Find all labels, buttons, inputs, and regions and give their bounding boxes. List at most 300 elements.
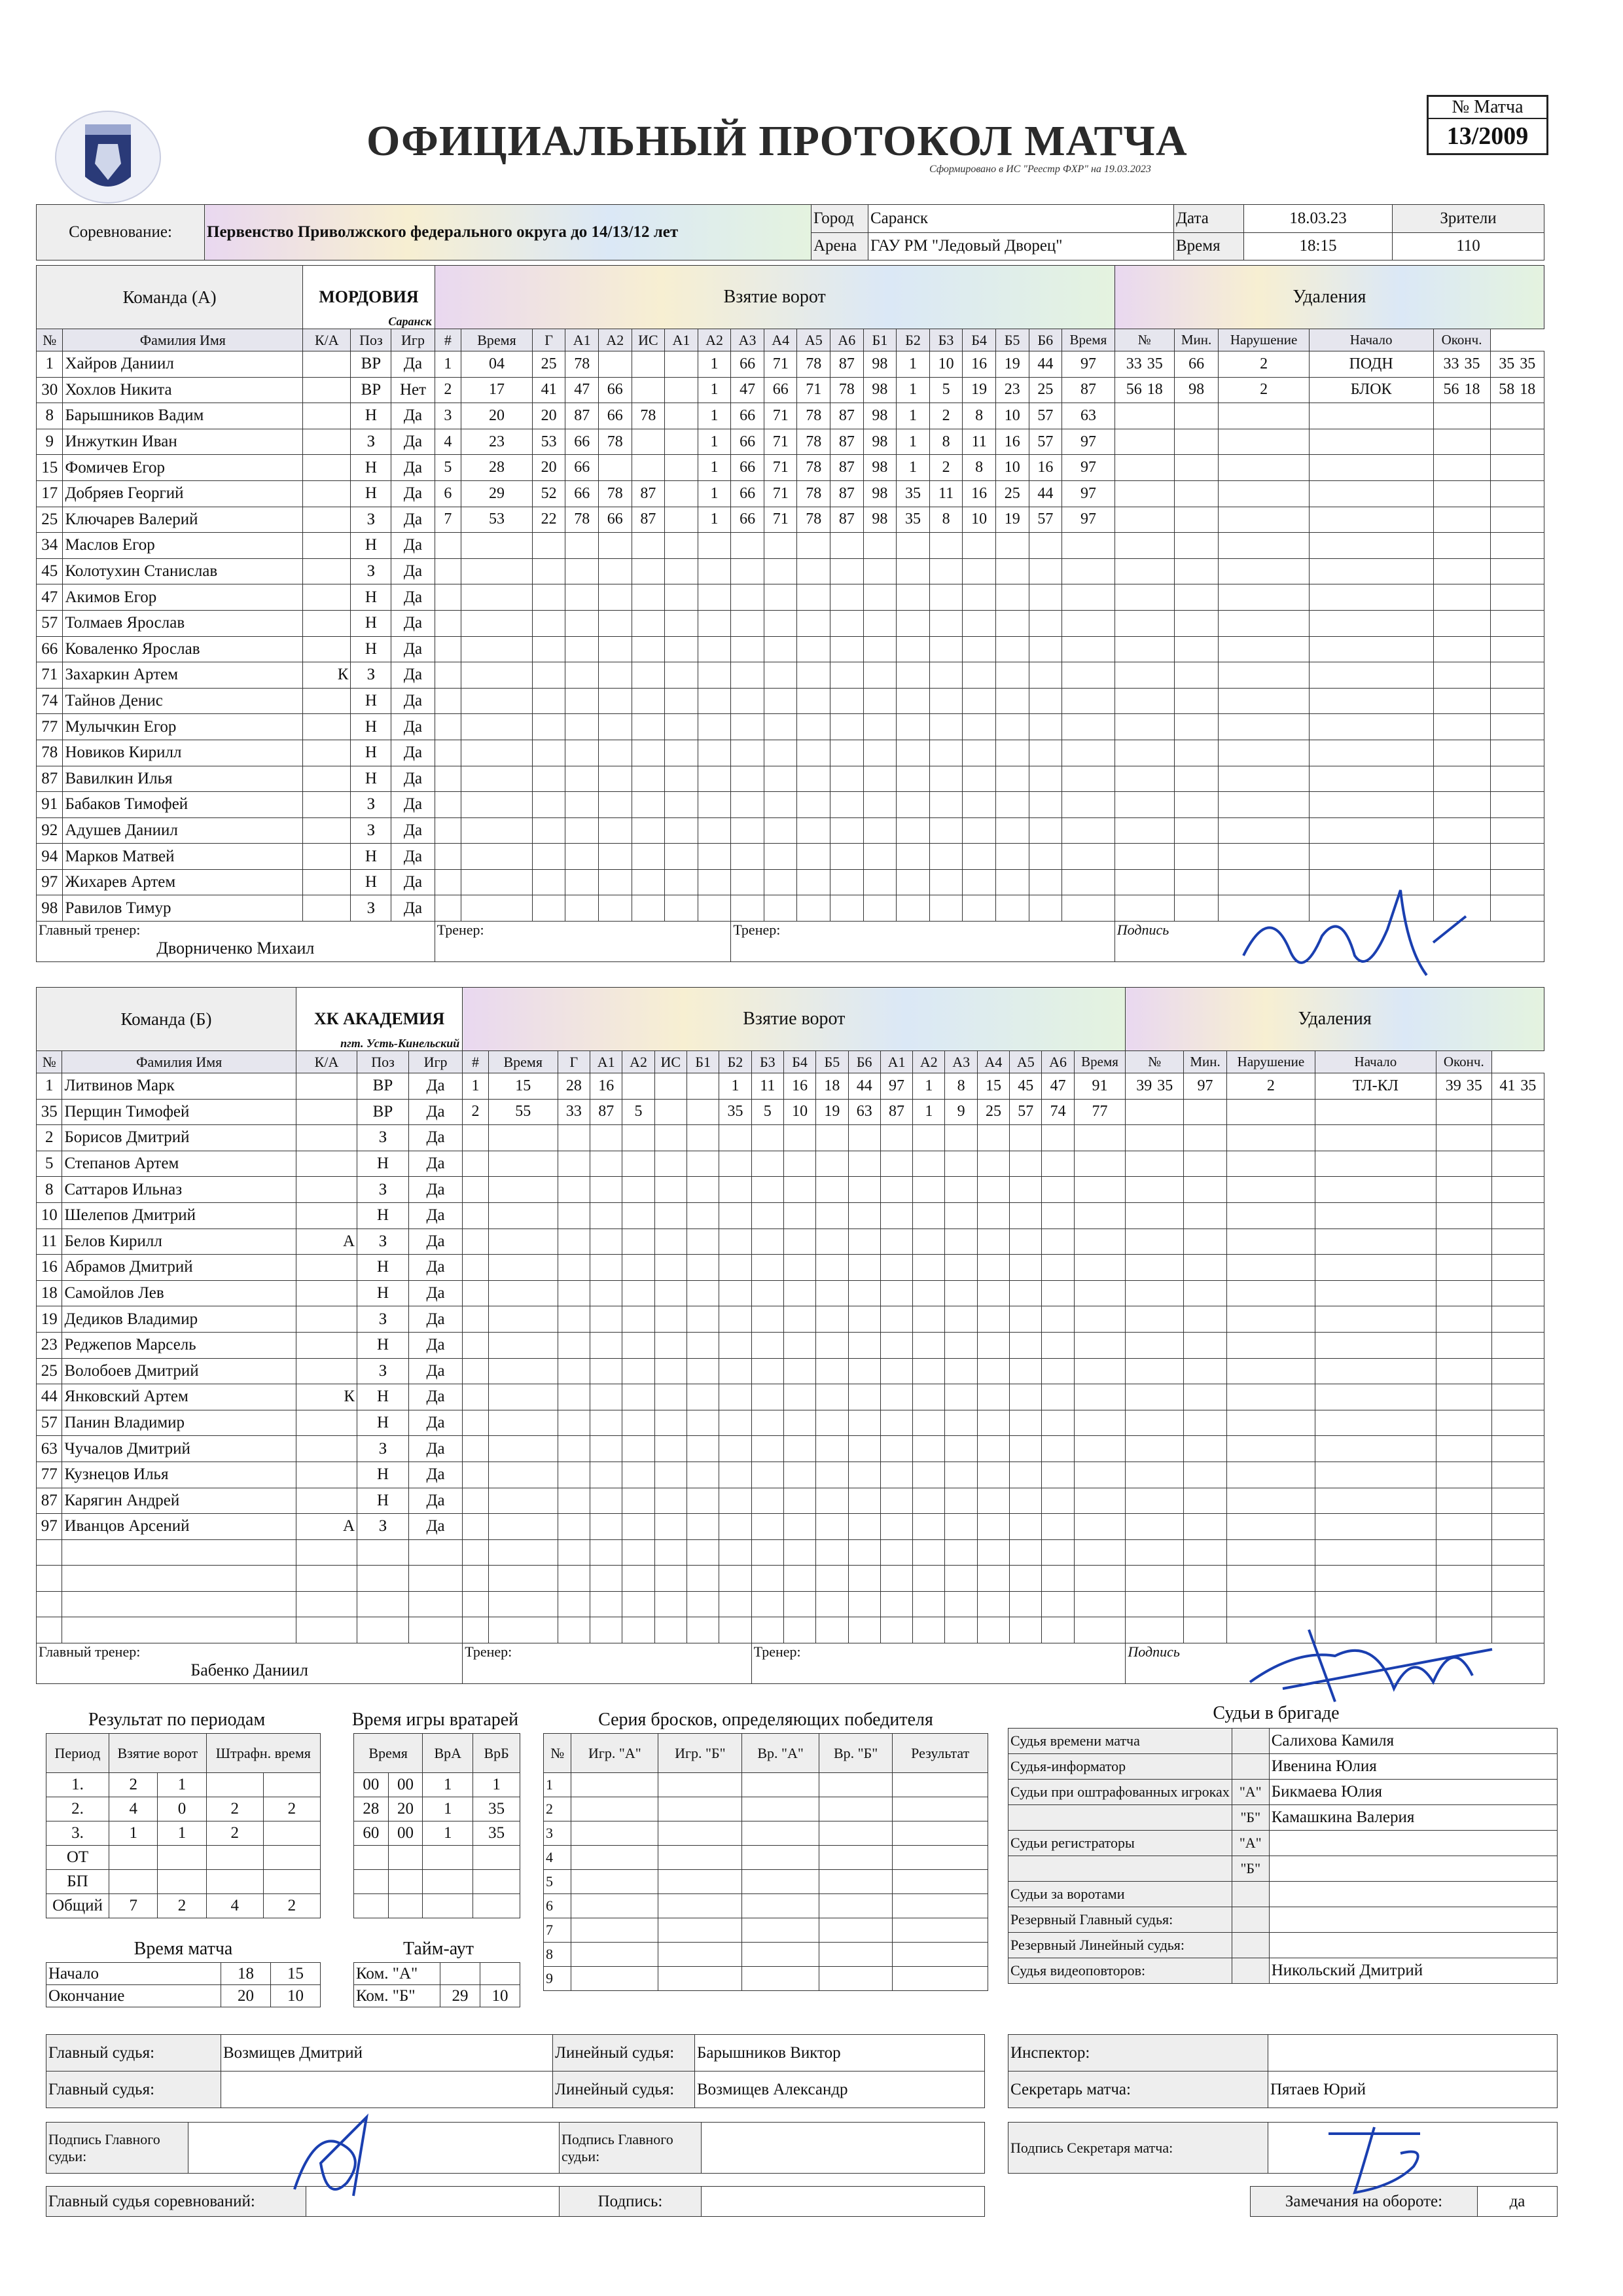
player-number: 17 [37, 480, 63, 507]
goal-cell [963, 533, 996, 559]
teamB-row [37, 1384, 1544, 1410]
teamA-goals-head: Взятие ворот [435, 266, 1115, 329]
gk-h-a: ВрА [423, 1734, 473, 1773]
goal-cell [1042, 1332, 1074, 1358]
penalty-cell [1490, 610, 1544, 636]
goal-cell [665, 558, 698, 584]
goal-cell [1010, 1566, 1042, 1592]
goal-cell [783, 1255, 815, 1281]
player-role [296, 1280, 357, 1306]
goal-cell [590, 1539, 622, 1566]
shootout-cell [893, 1773, 988, 1797]
teamB-h-pno: № [1126, 1051, 1184, 1073]
goal-cell [622, 1177, 654, 1203]
goal-cell [1029, 714, 1062, 740]
goal-cell [654, 1514, 687, 1540]
goal-cell [863, 895, 897, 922]
penalty-cell [1490, 714, 1544, 740]
player-plays: Да [391, 584, 435, 611]
goal-cell [1074, 1229, 1126, 1255]
goal-cell [719, 1306, 751, 1333]
player-plays: Да [408, 1514, 462, 1540]
goal-cell: 5 [435, 455, 461, 481]
goal-cell [764, 766, 797, 792]
goal-cell [565, 558, 599, 584]
teamB-row [37, 1566, 1544, 1592]
goal-cell [731, 558, 764, 584]
goal-cell [565, 662, 599, 689]
player-position: З [351, 429, 391, 455]
goal-cell [848, 1229, 880, 1255]
goal-cell: 1 [719, 1073, 751, 1100]
match-number-box [1427, 95, 1548, 155]
goal-cell [435, 844, 461, 870]
goal-cell [599, 610, 632, 636]
shootout-cell [742, 1797, 819, 1821]
goal-cell [816, 1462, 848, 1488]
goal-cell [945, 1436, 977, 1462]
goal-cell [897, 558, 930, 584]
goal-cell [463, 1306, 488, 1333]
goal-cell [848, 1358, 880, 1384]
goal-cell: 10 [995, 455, 1029, 481]
goal-cell [783, 1202, 815, 1229]
shootout-no: 4 [544, 1846, 571, 1870]
goal-cell: 71 [764, 480, 797, 507]
teamB-h-play: Игр [408, 1051, 462, 1073]
goal-cell [880, 1591, 912, 1617]
penalty-cell [1491, 1488, 1544, 1514]
goal-cell [830, 792, 864, 818]
goal-cell [463, 1591, 488, 1617]
spectators-value: 110 [1393, 232, 1544, 260]
shootout-no: 8 [544, 1943, 571, 1967]
sig-main-ref-label: Подпись Главного судьи: [46, 2123, 188, 2174]
goal-cell [764, 610, 797, 636]
goal-cell [687, 1358, 719, 1384]
goal-cell [1042, 1280, 1074, 1306]
player-position: ВР [351, 377, 391, 403]
goal-cell [632, 817, 665, 844]
teamB-row [37, 1488, 1544, 1514]
penalty-cell [1490, 403, 1544, 429]
goal-cell [816, 1410, 848, 1436]
goal-cell [880, 1358, 912, 1384]
player-role: К [303, 662, 351, 689]
goal-cell: 97 [1062, 480, 1115, 507]
goal-cell: 4 [435, 429, 461, 455]
crew-name: Бикмаева Юлия [1269, 1780, 1557, 1805]
player-role [303, 792, 351, 818]
goal-cell [463, 1436, 488, 1462]
goal-cell [654, 1280, 687, 1306]
goal-cell [848, 1410, 880, 1436]
penalty-cell [1219, 377, 1309, 403]
goal-cell [945, 1332, 977, 1358]
shootout-row [544, 1821, 988, 1846]
gk-cell: 1 [423, 1773, 473, 1797]
goal-cell: 20 [532, 403, 565, 429]
goal-cell [1074, 1280, 1126, 1306]
goal-cell [897, 895, 930, 922]
goal-cell [435, 584, 461, 611]
goal-cell [913, 1384, 945, 1410]
time-value: 18:15 [1244, 232, 1393, 260]
goal-cell [816, 1306, 848, 1333]
crew-role: Судья времени матча [1008, 1729, 1232, 1754]
crew-name: Никольский Дмитрий [1269, 1958, 1557, 1984]
penalty-cell [1433, 429, 1490, 455]
player-plays: Да [391, 610, 435, 636]
goal-cell [816, 1255, 848, 1281]
player-name: Колотухин Станислав [63, 558, 303, 584]
penalty-cell [1219, 740, 1309, 766]
player-name: Чучалов Дмитрий [62, 1436, 296, 1462]
goal-cell [558, 1566, 590, 1592]
penalty-cell [1184, 1591, 1227, 1617]
crew-side [1232, 1882, 1269, 1907]
player-name: Толмаев Ярослав [63, 610, 303, 636]
goal-cell [435, 817, 461, 844]
penalty-cell [1126, 1436, 1184, 1462]
goal-cell [1029, 558, 1062, 584]
shootout-no: 9 [544, 1967, 571, 1991]
goal-cell [751, 1514, 783, 1540]
goal-cell [1062, 688, 1115, 714]
goal-cell [719, 1358, 751, 1384]
goal-cell [719, 1229, 751, 1255]
goal-cell [599, 584, 632, 611]
penalty-cell [1184, 1332, 1227, 1358]
player-position: Н [351, 533, 391, 559]
shootout-row [544, 1894, 988, 1918]
goal-cell [565, 766, 599, 792]
crew-role [1008, 1856, 1232, 1882]
period-cell [206, 1846, 263, 1870]
player-position: З [351, 558, 391, 584]
goal-cell [977, 1566, 1009, 1592]
goal-cell [830, 610, 864, 636]
goal-cell: 1 [698, 455, 731, 481]
penalty-value: 33 [1443, 355, 1459, 372]
teamB-row [37, 1151, 1544, 1177]
goal-cell: 16 [963, 480, 996, 507]
goal-cell [1074, 1617, 1126, 1643]
goal-cell [913, 1488, 945, 1514]
goal-cell [632, 792, 665, 818]
goal-cell [632, 610, 665, 636]
period-cell: 2. [46, 1797, 109, 1821]
teamA-row [37, 792, 1544, 818]
player-plays: Да [408, 1125, 462, 1151]
chief-ref-label: Главный судья соревнований: [46, 2187, 306, 2217]
crew-row [1008, 1805, 1558, 1831]
player-role [296, 1462, 357, 1488]
goal-cell: 78 [797, 403, 830, 429]
penalty-cell [1115, 480, 1174, 507]
goal-cell [654, 1177, 687, 1203]
player-role [303, 766, 351, 792]
penalty-cell [1436, 1280, 1491, 1306]
penalty-cell [1126, 1514, 1184, 1540]
penalty-cell [1433, 610, 1490, 636]
goal-cell [913, 1462, 945, 1488]
goal-cell [665, 403, 698, 429]
goal-cell [751, 1151, 783, 1177]
teamA-h-no: № [37, 329, 63, 351]
goal-cell [719, 1332, 751, 1358]
goal-cell: 87 [565, 403, 599, 429]
goal-cell [488, 1410, 558, 1436]
shootout-cell [742, 1918, 819, 1943]
goal-cell [719, 1539, 751, 1566]
penalty-cell [1115, 844, 1174, 870]
goal-cell [880, 1514, 912, 1540]
player-plays: Да [391, 636, 435, 662]
goal-cell [558, 1488, 590, 1514]
goal-cell [913, 1332, 945, 1358]
goal-cell [764, 584, 797, 611]
goal-cell [687, 1539, 719, 1566]
goal-cell [1074, 1125, 1126, 1151]
penalty-cell [1491, 1229, 1544, 1255]
player-number: 77 [37, 714, 63, 740]
goal-cell [632, 740, 665, 766]
secretary-label: Секретарь матча: [1008, 2072, 1268, 2108]
goal-cell: 1 [897, 351, 930, 378]
shootout-cell [571, 1918, 658, 1943]
player-plays: Да [408, 1099, 462, 1125]
penalty-cell [1226, 1202, 1315, 1229]
goal-cell [463, 1384, 488, 1410]
player-number: 34 [37, 533, 63, 559]
goal-cell [816, 1566, 848, 1592]
goal-cell [764, 533, 797, 559]
match-time-table [46, 1962, 321, 2007]
player-plays: Да [408, 1358, 462, 1384]
goal-cell: 78 [797, 429, 830, 455]
player-number: 47 [37, 584, 63, 611]
goal-cell [995, 869, 1029, 895]
player-name: Белов Кирилл [62, 1229, 296, 1255]
player-position: Н [357, 1151, 409, 1177]
goal-cell [1074, 1332, 1126, 1358]
teamB-h-name: Фамилия Имя [62, 1051, 296, 1073]
teamA-coach-name: Дворниченко Михаил [156, 939, 315, 958]
goal-cell: 25 [995, 480, 1029, 507]
teamA-h-on-4: А5 [797, 329, 830, 351]
penalty-cell [1184, 1177, 1227, 1203]
shootout-cell [893, 1943, 988, 1967]
player-number: 23 [37, 1332, 62, 1358]
goal-cell [632, 766, 665, 792]
goal-cell [622, 1202, 654, 1229]
gk-row [354, 1894, 520, 1918]
goal-cell [880, 1462, 912, 1488]
goal-cell [995, 740, 1029, 766]
gk-cell [354, 1894, 389, 1918]
player-role [296, 1539, 357, 1566]
teamA-row [37, 714, 1544, 740]
player-plays: Да [391, 817, 435, 844]
team-a-section [36, 265, 1544, 962]
goal-cell: 98 [863, 351, 897, 378]
goal-cell [945, 1255, 977, 1281]
goal-cell [913, 1436, 945, 1462]
gk-cell [473, 1846, 520, 1870]
shootout-cell [742, 1870, 819, 1894]
time-label: Время [1174, 232, 1244, 260]
goal-cell [848, 1539, 880, 1566]
penalty-cell [1219, 429, 1309, 455]
penalty-cell [1126, 1202, 1184, 1229]
goal-cell [1029, 766, 1062, 792]
goal-cell [565, 895, 599, 922]
penalty-cell [1309, 455, 1433, 481]
goal-cell [995, 844, 1029, 870]
goal-cell [532, 895, 565, 922]
goal-cell [599, 792, 632, 818]
penalty-cell [1490, 455, 1544, 481]
goal-cell [880, 1177, 912, 1203]
penalty-cell [1184, 1384, 1227, 1410]
goal-cell [848, 1514, 880, 1540]
goal-cell [698, 533, 731, 559]
penalty-cell [1309, 610, 1433, 636]
period-cell: 2 [158, 1894, 206, 1918]
penalty-cell [1174, 403, 1219, 429]
goal-cell [687, 1177, 719, 1203]
goal-cell [622, 1125, 654, 1151]
goal-cell [687, 1306, 719, 1333]
goal-cell [751, 1332, 783, 1358]
goal-cell [797, 662, 830, 689]
goal-cell [783, 1514, 815, 1540]
goal-cell [1010, 1358, 1042, 1384]
goal-cell [435, 688, 461, 714]
shootout-title: Серия бросков, определяющих победителя [598, 1710, 933, 1730]
shootout-h: Вр. "Б" [819, 1734, 893, 1773]
goal-cell [880, 1151, 912, 1177]
goal-cell [687, 1488, 719, 1514]
player-role [296, 1151, 357, 1177]
player-role: А [296, 1229, 357, 1255]
crew-row [1008, 1907, 1558, 1933]
goal-cell [863, 636, 897, 662]
goal-cell: 47 [731, 377, 764, 403]
player-role [303, 714, 351, 740]
penalty-cell [1436, 1488, 1491, 1514]
teamA-row [37, 688, 1544, 714]
player-name: Янковский Артем [62, 1384, 296, 1410]
goal-cell [665, 662, 698, 689]
crew-role: Судья видеоповторов: [1008, 1958, 1232, 1984]
penalty-cell [1126, 1151, 1184, 1177]
penalty-cell [1184, 1617, 1227, 1643]
goal-cell [654, 1436, 687, 1462]
goal-cell [654, 1488, 687, 1514]
goal-cell [1029, 688, 1062, 714]
timeout-table [353, 1962, 520, 2007]
gk-h-time: Время [354, 1734, 423, 1773]
shootout-cell [742, 1894, 819, 1918]
goal-cell [622, 1436, 654, 1462]
goal-cell [783, 1358, 815, 1384]
goal-cell [632, 895, 665, 922]
penalty-cell [1226, 1255, 1315, 1281]
player-name: Саттаров Ильназ [62, 1177, 296, 1203]
penalty-cell [1184, 1151, 1227, 1177]
shootout-no: 2 [544, 1797, 571, 1821]
goal-cell: 47 [1042, 1073, 1074, 1100]
goal-cell [731, 844, 764, 870]
period-cell: 2 [263, 1894, 320, 1918]
goal-cell [590, 1358, 622, 1384]
player-role [303, 636, 351, 662]
teamA-row [37, 403, 1544, 429]
crew-row [1008, 1933, 1558, 1958]
goal-cell [1029, 662, 1062, 689]
teamB-row [37, 1514, 1544, 1540]
goalkeeper-time-table [353, 1733, 520, 1918]
goal-cell [1062, 584, 1115, 611]
goal-cell [1074, 1202, 1126, 1229]
penalty-cell [1115, 792, 1174, 818]
goal-cell [945, 1617, 977, 1643]
goal-cell [929, 688, 963, 714]
goal-cell [558, 1462, 590, 1488]
goal-cell [654, 1539, 687, 1566]
goal-cell [816, 1617, 848, 1643]
player-role [296, 1202, 357, 1229]
player-plays: Да [391, 740, 435, 766]
goal-cell [913, 1125, 945, 1151]
goal-cell [1062, 740, 1115, 766]
shootout-cell [893, 1846, 988, 1870]
penalty-cell [1174, 792, 1219, 818]
goal-cell: 44 [1029, 480, 1062, 507]
teamB-h-no: № [37, 1051, 62, 1073]
player-position: Н [357, 1384, 409, 1410]
crew-name [1269, 1856, 1557, 1882]
penalty-cell [1436, 1410, 1491, 1436]
goal-cell [880, 1332, 912, 1358]
gk-cell: 60 [354, 1821, 389, 1846]
period-cell: 1 [158, 1773, 206, 1797]
goal-cell [590, 1280, 622, 1306]
period-cell: ОТ [46, 1846, 109, 1870]
goal-cell: 23 [995, 377, 1029, 403]
goal-cell [1010, 1384, 1042, 1410]
penalty-cell [1115, 507, 1174, 533]
penalty-cell [1436, 1539, 1491, 1566]
goal-cell: 78 [797, 455, 830, 481]
penalty-cell [1490, 533, 1544, 559]
goal-cell [488, 1177, 558, 1203]
goal-cell [719, 1566, 751, 1592]
player-number: 87 [37, 1488, 62, 1514]
goal-cell [797, 636, 830, 662]
teamB-row [37, 1255, 1544, 1281]
penalty-cell [1126, 1617, 1184, 1643]
secretary-value: Пятаев Юрий [1268, 2072, 1558, 2108]
teamB-h-on-2: Б3 [751, 1051, 783, 1073]
remarks-value: да [1478, 2187, 1558, 2217]
gk-cell [388, 1894, 423, 1918]
goal-cell [654, 1410, 687, 1436]
goal-cell [622, 1255, 654, 1281]
goal-cell: 78 [797, 351, 830, 378]
